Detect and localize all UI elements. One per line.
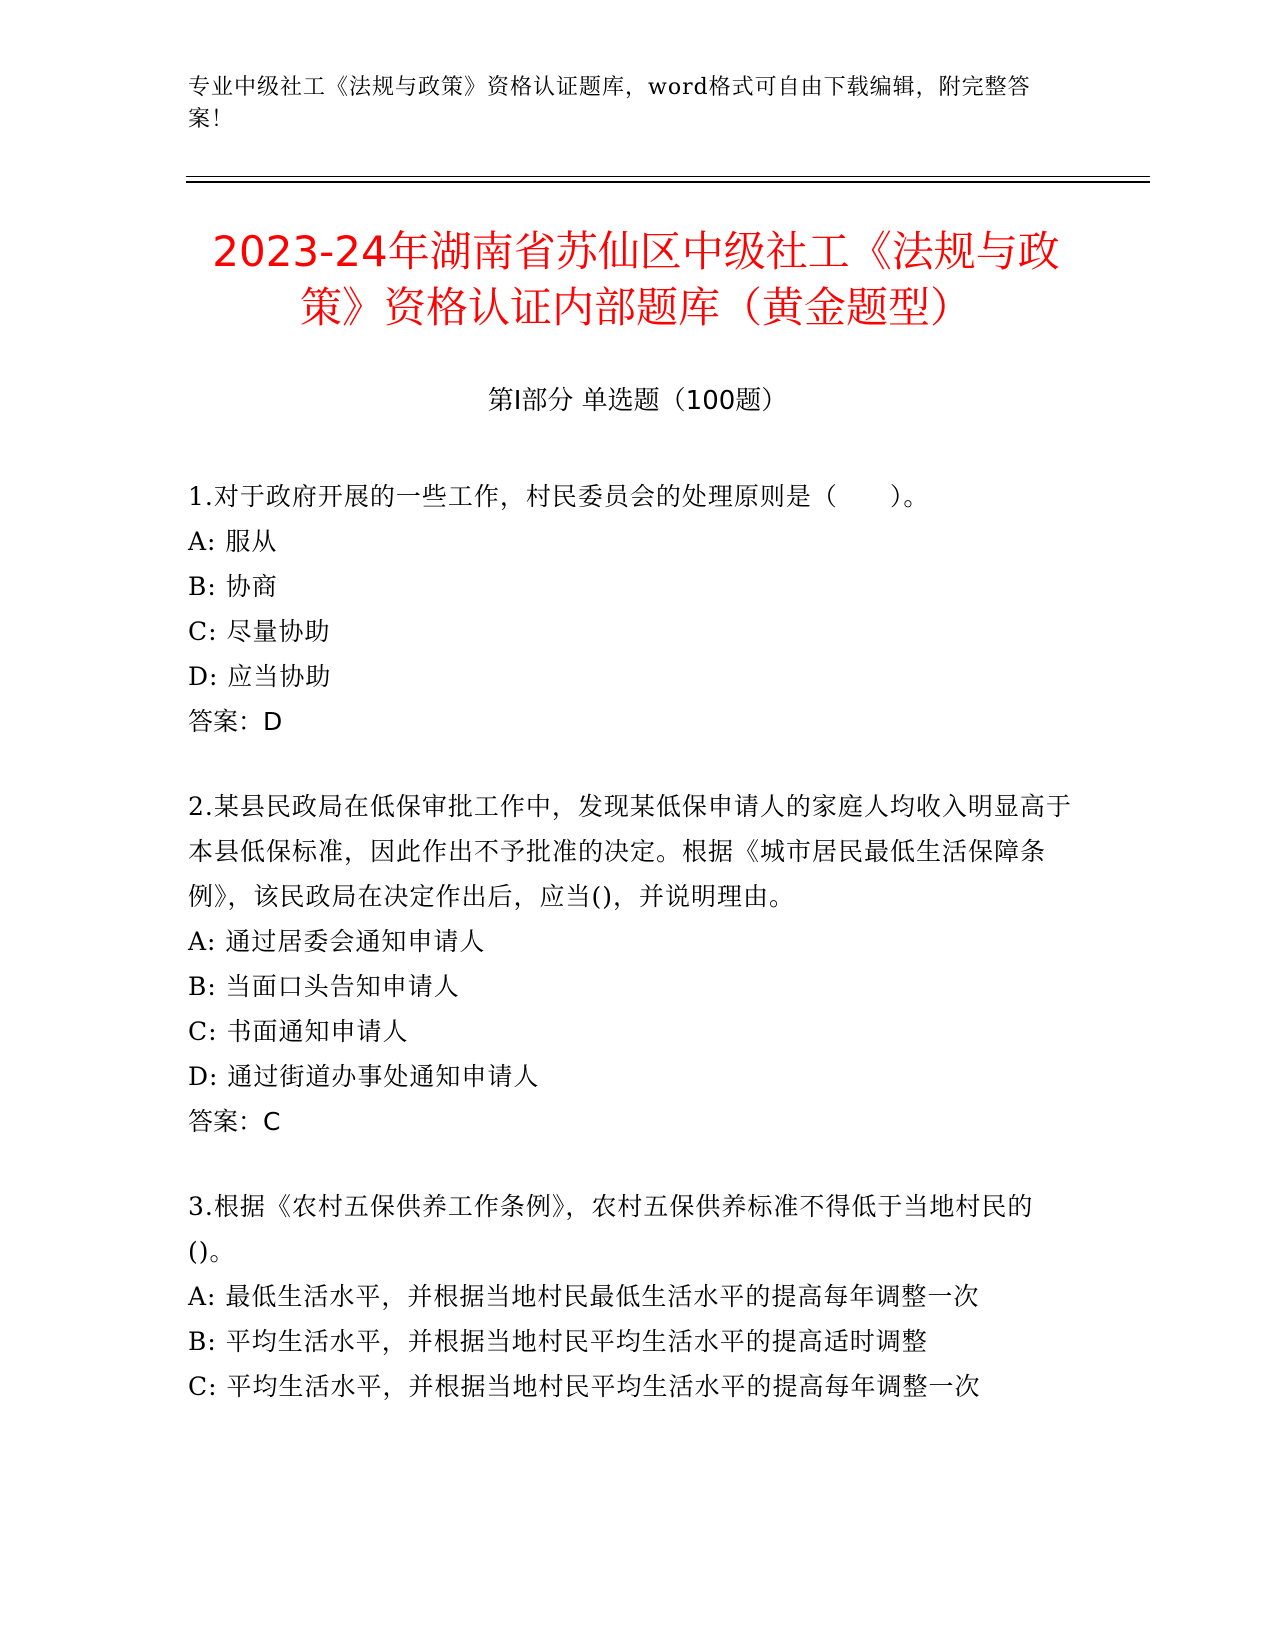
option-d: D: 通过街道办事处通知申请人 (188, 1062, 540, 1091)
option-a: A: 服从 (188, 527, 278, 556)
question-stem: 1.对于政府开展的一些工作，村民委员会的处理原则是（ ）。 (188, 482, 930, 511)
option-b: B: 当面口头告知申请人 (188, 972, 460, 1001)
question-3 (188, 1184, 1078, 1409)
option-c: C: 平均生活水平，并根据当地村民平均生活水平的提高每年调整一次 (188, 1372, 981, 1401)
document-title: 2023-24年湖南省苏仙区中级社工《法规与政策》资格认证内部题库（黄金题型） (212, 227, 1060, 332)
option-b: B: 协商 (188, 572, 278, 601)
question-stem: 2.某县民政局在低保审批工作中，发现某低保申请人的家庭人均收入明显高于本县低保标准，因此作出不予批准的决定。根据《城市居民最低生活保障条例》，该民政局在决定作出后，应当()，并说明理由。 (188, 792, 1072, 911)
answer: 答案：D (188, 707, 283, 736)
option-a: A: 最低生活水平，并根据当地村民最低生活水平的提高每年调整一次 (188, 1282, 980, 1311)
option-a: A: 通过居委会通知申请人 (188, 927, 486, 956)
option-c: C: 尽量协助 (188, 617, 331, 646)
header-divider-thin (186, 176, 1150, 177)
answer: 答案：C (188, 1107, 281, 1136)
question-2 (188, 784, 1078, 1144)
option-d: D: 应当协助 (188, 662, 332, 691)
option-b: B: 平均生活水平，并根据当地村民平均生活水平的提高适时调整 (188, 1327, 928, 1356)
option-c: C: 书面通知申请人 (188, 1017, 409, 1046)
question-1 (188, 474, 1078, 744)
section-heading: 第I部分 单选题（100题） (487, 386, 788, 416)
header-note: 专业中级社工《法规与政策》资格认证题库，word格式可自由下载编辑，附完整答案！ (188, 75, 1031, 132)
header-divider-thick (186, 181, 1150, 183)
question-list (188, 474, 1078, 1449)
question-stem: 3.根据《农村五保供养工作条例》，农村五保供养标准不得低于当地村民的()。 (188, 1192, 1034, 1266)
